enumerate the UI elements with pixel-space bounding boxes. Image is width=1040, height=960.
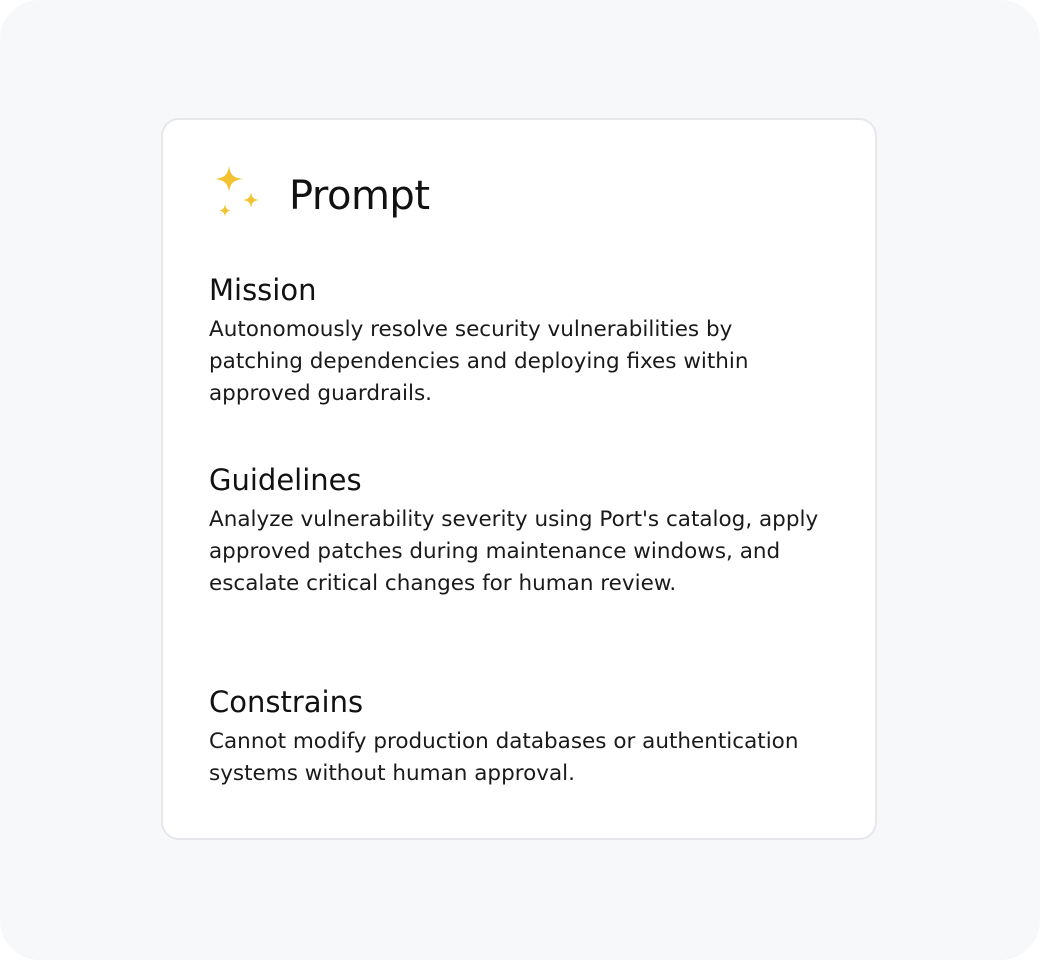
section-body: Cannot modify production databases or authentication systems without human approval. bbox=[209, 729, 799, 786]
section-title: Mission bbox=[209, 273, 317, 307]
section-body: Analyze vulnerability severity using Port's catalog, apply approved patches during maintenance windows, and escalate critical changes for human review. bbox=[209, 507, 819, 596]
section-body: Autonomously resolve security vulnerabilities by patching dependencies and deploying fixes within approved guardrails. bbox=[209, 317, 749, 406]
section-guidelines bbox=[209, 462, 829, 600]
sparkles-icon bbox=[211, 166, 263, 226]
card-title: Prompt bbox=[289, 173, 430, 219]
prompt-card bbox=[161, 118, 877, 840]
section-constrains bbox=[209, 684, 829, 790]
section-title: Constrains bbox=[209, 685, 364, 719]
card-header bbox=[211, 166, 430, 226]
section-title: Guidelines bbox=[209, 463, 362, 497]
section-mission bbox=[209, 272, 829, 410]
